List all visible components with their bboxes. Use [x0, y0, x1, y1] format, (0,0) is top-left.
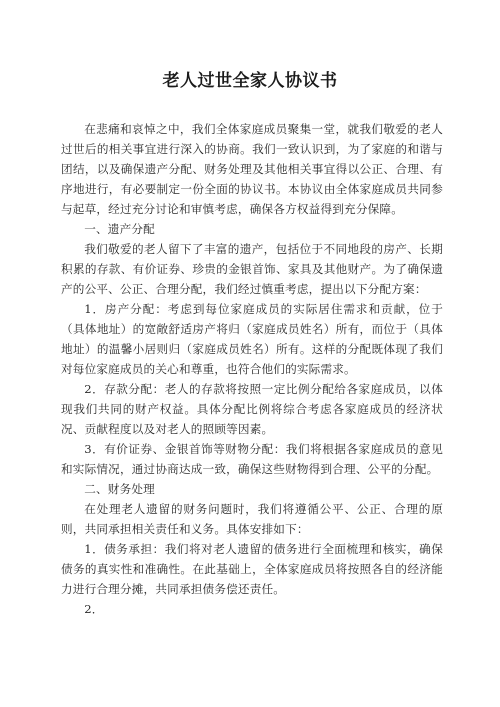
inheritance-intro-paragraph: 我们敬爱的老人留下了丰富的遗产，包括位于不同地段的房产、长期积累的存款、有价证券、珍贵的金银首饰、家具及其他财产。为了确保遗产的公平、公正、合理分配，我们经过慎重考虑，提出以下分配方案： — [61, 242, 443, 296]
truncated-item: 2． — [84, 602, 104, 616]
debt-item: 1．债务承担：我们将对老人遗留的债务进行全面梳理和核实，确保债务的真实性和准确性。在此基础上，全体家庭成员将按照各自的经济能力进行合理分摊，共同承担债务偿还责任。 — [61, 542, 443, 596]
intro-paragraph: 在悲痛和哀悼之中，我们全体家庭成员聚集一堂，就我们敬爱的老人过世后的相关事宜进行深入的协商。我们一致认识到，为了家庭的和谐与团结，以及确保遗产分配、财务处理及其他相关事宜得以公正、合理、有序地进行，有必要制定一份全面的协议书。本协议由全体家庭成员共同参与起草，经过充分讨论和审慎考虑，确保各方权益得到充分保障。 — [61, 122, 443, 216]
document-body — [61, 119, 443, 619]
section-heading-finance: 二、财务处理 — [84, 482, 155, 496]
property-distribution-item: 1．房产分配：考虑到每位家庭成员的实际居住需求和贡献，位于（具体地址）的宽敞舒适房产将归（家庭成员姓名）所有，而位于（具体地址）的温馨小居则归（家庭成员姓名）所有。这样的分配既体现了我们对每位家庭成员的关心和尊重，也符合他们的实际需求。 — [61, 302, 443, 376]
document-title: 老人过世全家人协议书 — [162, 71, 338, 91]
deposit-distribution-item: 2．存款分配：老人的存款将按照一定比例分配给各家庭成员，以体现我们共同的财产权益。具体分配比例将综合考虑各家庭成员的经济状况、贡献程度以及对老人的照顾等因素。 — [61, 382, 443, 436]
section-heading-inheritance: 一、遗产分配 — [84, 222, 155, 236]
finance-intro-paragraph: 在处理老人遗留的财务问题时，我们将遵循公平、公正、合理的原则，共同承担相关责任和义务。具体安排如下： — [61, 502, 443, 536]
securities-distribution-item: 3．有价证券、金银首饰等财物分配：我们将根据各家庭成员的意见和实际情况，通过协商达成一致，确保这些财物得到合理、公平的分配。 — [61, 442, 443, 476]
